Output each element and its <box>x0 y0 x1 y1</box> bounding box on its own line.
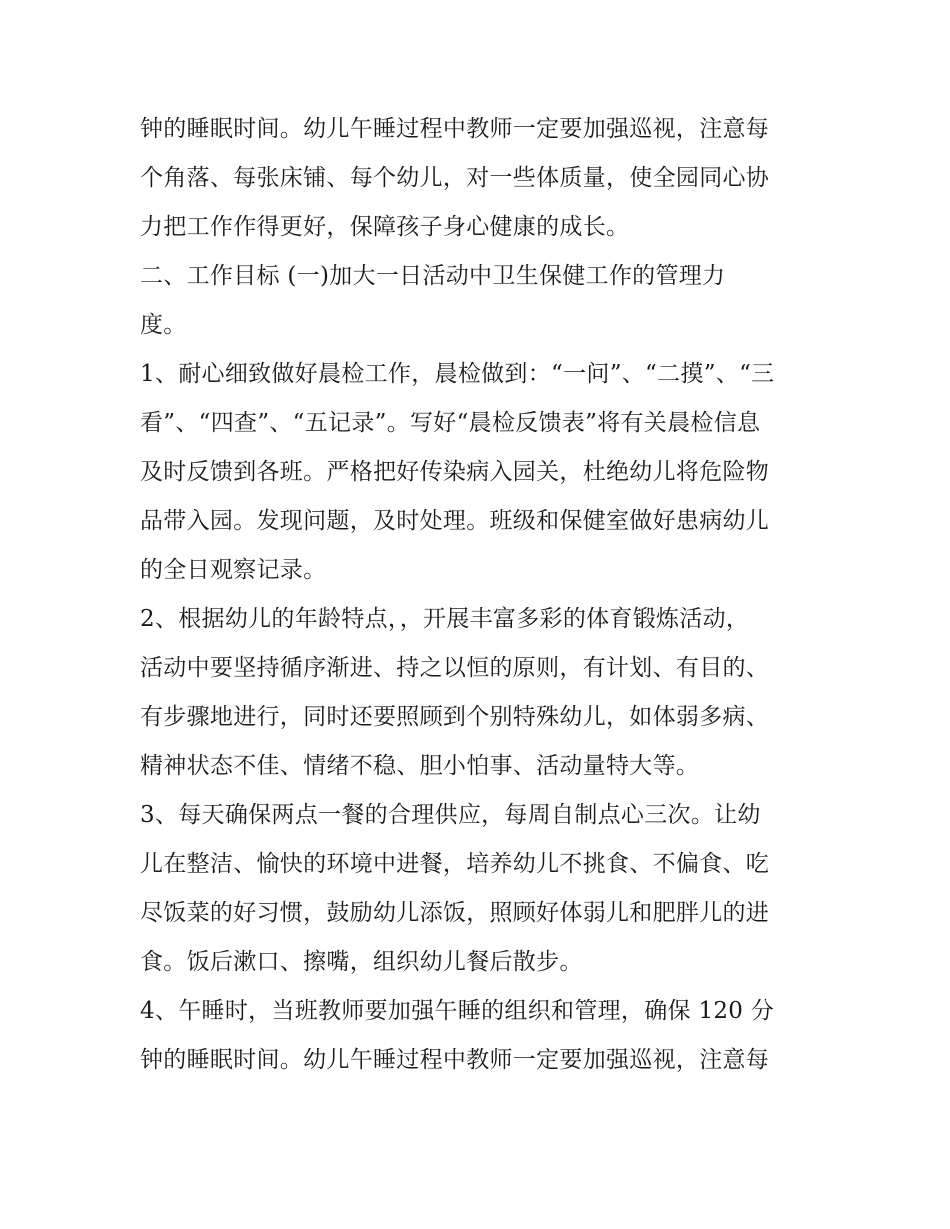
text-line: 精神状态不佳、情绪不稳、胆小怕事、活动量特大等。 <box>140 753 700 779</box>
text-line: 钟的睡眠时间。幼儿午睡过程中教师一定要加强巡视，注意每 <box>140 116 770 142</box>
text-line: 看”、“四查”、“五记录”。写好“晨检反馈表”将有关晨检信息 <box>140 410 761 436</box>
text-line: 的全日观察记录。 <box>140 557 327 583</box>
text-line: 儿在整洁、愉快的环境中进餐，培养幼儿不挑食、不偏食、吃 <box>140 851 770 877</box>
text-line: 3、每天确保两点一餐的合理供应，每周自制点心三次。让幼 <box>140 802 761 828</box>
text-line: 2、根据幼儿的年龄特点，，开展丰富多彩的体育锻炼活动， <box>140 606 750 632</box>
section-heading-continued: 度。 <box>140 312 187 338</box>
text-line: 钟的睡眠时间。幼儿午睡过程中教师一定要加强巡视，注意每 <box>140 1047 770 1073</box>
text-line: 有步骤地进行，同时还要照顾到个别特殊幼儿，如体弱多病、 <box>140 704 770 730</box>
text-line: 食。饭后漱口、擦嘴，组织幼儿餐后散步。 <box>140 949 583 975</box>
section-heading: 二、工作目标 (一)加大一日活动中卫生保健工作的管理力 <box>140 263 726 289</box>
text-line: 活动中要坚持循序渐进、持之以恒的原则，有计划、有目的、 <box>140 655 770 681</box>
text-line: 个角落、每张床铺、每个幼儿，对一些体质量，使全园同心协 <box>140 165 770 191</box>
document-body <box>140 105 820 1085</box>
text-line: 4、午睡时，当班教师要加强午睡的组织和管理，确保 120 分 <box>140 998 775 1024</box>
text-line: 品带入园。发现问题，及时处理。班级和保健室做好患病幼儿 <box>140 508 770 534</box>
text-line: 1、耐心细致做好晨检工作，晨检做到：“一问”、“二摸”、“三 <box>140 361 775 387</box>
text-line: 力把工作作得更好，保障孩子身心健康的成长。 <box>140 214 630 240</box>
text-line: 尽饭菜的好习惯，鼓励幼儿添饭，照顾好体弱儿和肥胖儿的进 <box>140 900 770 926</box>
text-line: 及时反馈到各班。严格把好传染病入园关，杜绝幼儿将危险物 <box>140 459 770 485</box>
